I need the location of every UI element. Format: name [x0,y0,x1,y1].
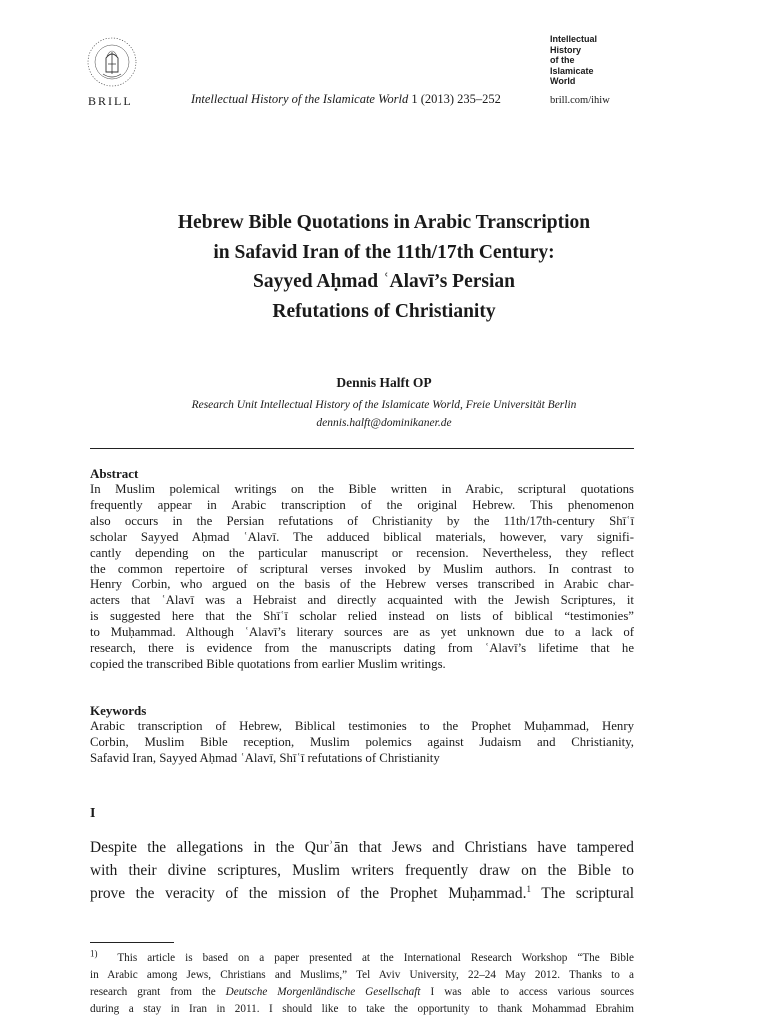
author-email-link[interactable]: dennis.halft@dominikaner.de [316,417,452,429]
abstract-heading: Abstract [90,466,139,481]
footnote-line: in Arabic among Jews, Christians and Muslims,” Tel Aviv University, 22–24 May 2012. Thanks to a [90,969,634,981]
journal-badge-line: of the [550,55,575,65]
footnote-text: This article is based on a paper presented at the International Research Workshop “The Bible [117,952,634,964]
journal-badge-line: Islamicate [550,65,594,76]
journal-citation-title: Intellectual History of the Islamicate World [191,92,409,106]
keywords-body [90,719,634,767]
header-divider [90,448,634,449]
footnote-text: I was able to access various sources [420,986,634,998]
abstract-body [90,482,634,673]
abstract-line: acters that ʿAlavī was a Hebraist and directly acquainted with the Jewish Scriptures, it [90,593,634,608]
journal-badge-line: World [550,76,576,86]
footnote-ref-link[interactable]: 1 [526,884,531,895]
journal-citation [191,92,501,107]
abstract-line: Henry Corbin, who argued on the basis of the Hebrew verses transcribed in Arabic char- [90,577,634,592]
abstract-line: is suggested here that the Shīʿī scholar relied instead on lists of biblical “testimonies” [90,609,634,624]
publisher-name: BRILL [88,94,133,108]
title-line: Sayyed Aḥmad ʿAlavī’s Persian [252,271,515,292]
keywords-line: Safavid Iran, Sayyed Aḥmad ʿAlavī, Shīʿī refutations of Christianity [90,750,440,765]
body-line: with their divine scriptures, Muslim writers frequently draw on the Bible to [90,862,634,880]
author-name: Dennis Halft OP [336,375,432,390]
section-numeral: I [90,806,96,821]
title-line: Hebrew Bible Quotations in Arabic Transcription [177,212,591,233]
footnote-line [90,984,634,1001]
body-line-tail: The scriptural [530,885,634,903]
body-line-text: prove the veracity of the mission of the Prophet Muḥammad. [90,885,527,903]
abstract-line: copied the transcribed Bible quotations from earlier Muslim writings. [90,656,446,671]
footnote-text: research grant from the [90,986,226,998]
abstract-line: scholar Sayyed Aḥmad ʿAlavī. The adduced biblical materials, however, vary signifi- [90,529,634,544]
journal-citation-volume: 1 (2013) 235–252 [408,92,501,106]
body-line [90,882,634,905]
title-line: Refutations of Christianity [272,300,496,322]
abstract-line: to Muḥammad. Although ʿAlavī’s literary sources are as yet unknown due to a lack of [90,625,634,640]
journal-badge-line: History [550,44,582,55]
footnote-line [90,950,634,967]
abstract-line: research, there is evidence from the manuscripts dating from ʿAlavī’s lifetime that he [90,641,634,656]
abstract-line: cantly depending on the particular manuscript or recension. Nevertheless, they reflect [90,545,634,560]
footnote-marker: 1) [90,948,98,959]
journal-badge [550,34,597,87]
article-title [90,208,678,326]
keywords-line: Corbin, Muslim Bible reception, Muslim polemics against Judaism and Christianity, [90,734,634,749]
section-body [90,836,634,906]
footnote-divider [90,942,174,943]
author-affiliation-block [90,396,678,432]
body-line: Despite the allegations in the Qurʾān that Jews and Christians have tampered [90,839,634,856]
journal-badge-line: Intellectual [550,34,598,44]
journal-url-link[interactable]: brill.com/ihiw [550,95,610,106]
abstract-line: the common repertoire of scriptural verses invoked by Muslim authors. In contrast to [90,561,634,576]
abstract-line: also occurs in the Persian refutations of Christianity by the 11th/17th-century Shīʿī [90,513,634,528]
affiliation: Research Unit Intellectual History of the Islamicate World, Freie Universität Berlin [191,399,577,411]
footnote [90,950,634,1018]
title-line: in Safavid Iran of the 11th/17th Century: [213,241,555,263]
footnote-line: during a stay in Iran in 2011. I should like to take the opportunity to thank Mohammad Ebrahim [90,1003,634,1015]
abstract-line: In Muslim polemical writings on the Bible written in Arabic, scriptural quotations [90,482,634,496]
keywords-line: Arabic transcription of Hebrew, Biblical testimonies to the Prophet Muḥammad, Henry [90,719,634,733]
keywords-heading: Keywords [90,703,147,718]
abstract-line: frequently appear in Arabic transcription of the original Hebrew. This phenomenon [90,497,634,512]
footnote-italic: Deutsche Morgenländische Gesellschaft [225,986,421,998]
